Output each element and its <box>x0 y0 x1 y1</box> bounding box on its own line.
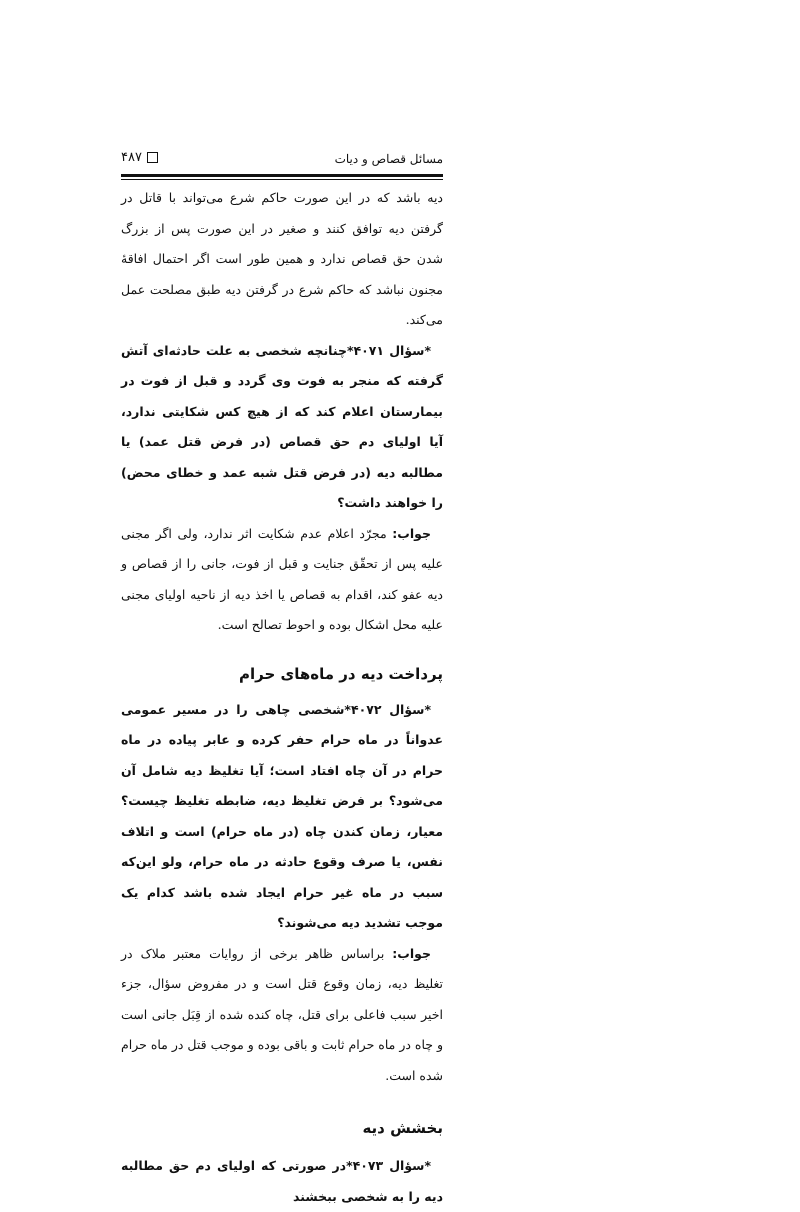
question-4072: *سؤال ۴۰۷۲*شخصی چاهی را در مسیر عمومی عدواناً در ماه حرام حفر کرده و عابر پیاده در ماه حرام در آن چاه افتاد است؛ آیا تغلیظ دیه شامل آن می‌شود؟ بر فرض تغلیظ دیه، ضابطه تغلیظ چیست؟ معیار، زمان کندن چاه (در ماه حرام) است و اتلاف نفس، یا صرف وقوع حادثه در ماه حرام، ولو این‌که سبب در ماه غیر حرام ایجاد شده باشد کدام یک موجب تشدید دیه می‌شوند؟ <box>121 701 443 930</box>
page-number <box>121 150 158 165</box>
answer-4072 <box>121 939 443 1092</box>
answer-text: مجرّد اعلام عدم شکایت اثر ندارد، ولی اگر مجنی علیه پس از تحقّق جنایت و قبل از فوت، جانی را از قصاص و دیه عفو کند، اقدام به قصاص یا اخذ دیه از ناحیه اولیای مجنی علیه محل اشکال بوده و احوط تصالح است. <box>121 525 443 632</box>
section-heading-diya-forgiveness: بخشش دیه <box>362 1119 443 1137</box>
answer-text: براساس ظاهر برخی از روایات معتبر ملاک در تغلیظ دیه، زمان وقوع قتل است و در مفروض سؤال، جزء اخیر سبب فاعلی برای قتل، چاه کنده شده از قِبَل جانی است و چاه در ماه حرام ثابت و باقی بوده و موجب قتل در ماه حرام شده است. <box>121 945 443 1083</box>
answer-label: جواب: <box>392 525 431 541</box>
header-rule-thin <box>121 179 443 180</box>
answer-4071 <box>121 519 443 641</box>
continuation-paragraph: دیه باشد که در این صورت حاکم شرع می‌تواند با قاتل در گرفتن دیه توافق کنند و صغیر در این صورت پس از بزرگ شدن حق قصاص ندارد و همین طور است اگر احتمال افاقهٔ مجنون نباشد که حاکم شرع در گرفتن دیه طبق مصلحت عمل می‌کند. <box>121 190 443 327</box>
page-number-text: ۴۸۷ <box>121 150 142 165</box>
header-rule-thick <box>121 174 443 177</box>
section-heading-holy-months: پرداخت دیه در ماه‌های حرام <box>239 664 443 683</box>
question-4073: *سؤال ۴۰۷۳*در صورتی که اولیای دم حق مطالبه دیه را به شخصی ببخشند <box>121 1158 443 1204</box>
square-box-icon <box>147 152 158 163</box>
answer-label: جواب: <box>392 945 431 961</box>
running-header-title: مسائل قصاص و دیات <box>334 152 443 166</box>
book-page <box>121 140 443 1212</box>
running-header <box>121 140 443 174</box>
question-4071: *سؤال ۴۰۷۱*چنانچه شخصی به علت حادثه‌ای آتش گرفته که منجر به فوت وی گردد و قبل از فوت در بیمارستان اعلام کند که از هیچ کس شکایتی ندارد، آیا اولیای دم حق قصاص (در فرض قتل عمد) یا مطالبه دیه (در فرض قتل شبه عمد و خطای محض) را خواهند داشت؟ <box>121 342 443 510</box>
